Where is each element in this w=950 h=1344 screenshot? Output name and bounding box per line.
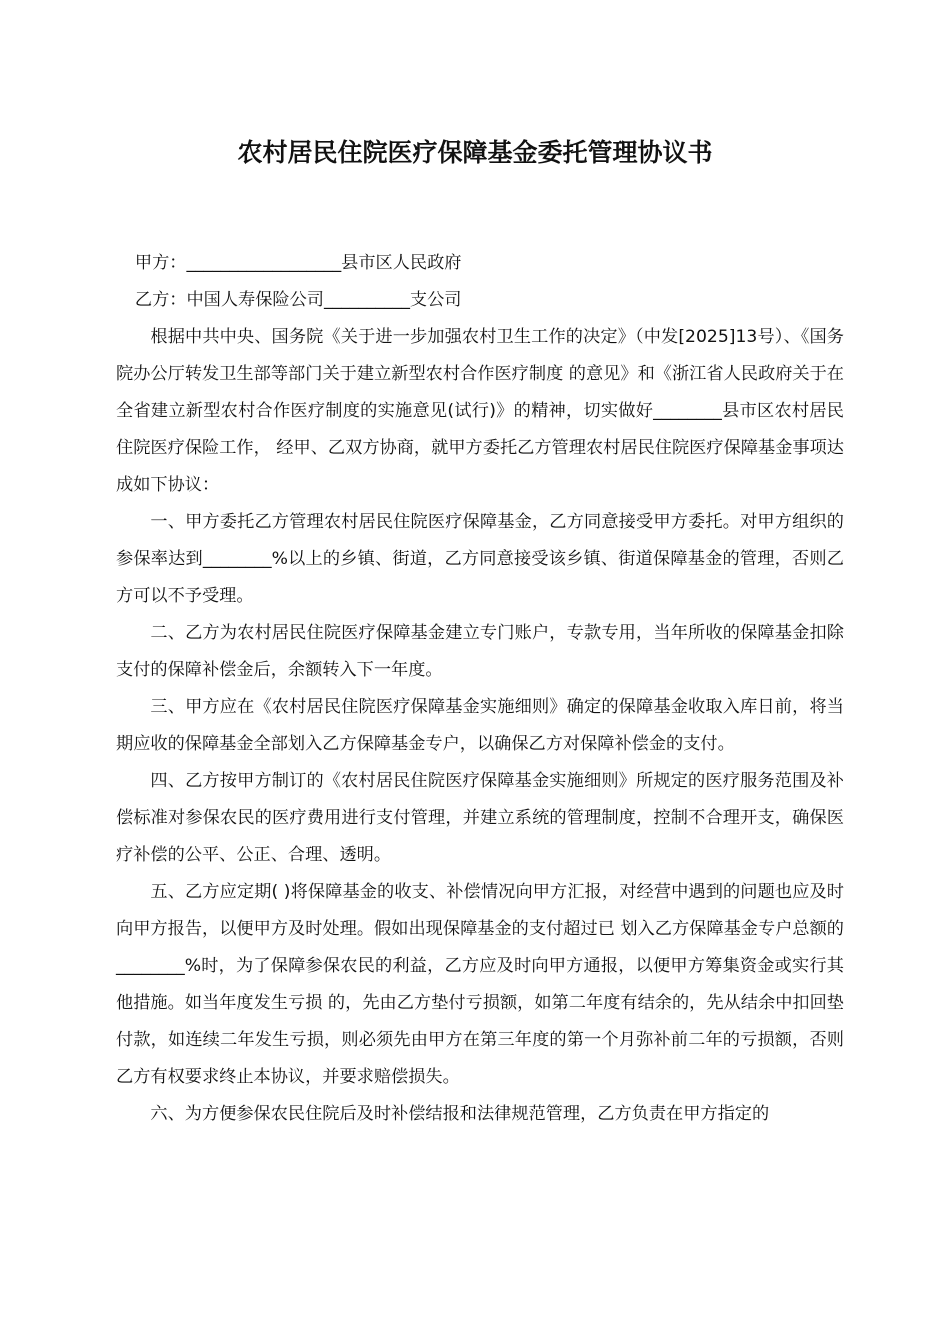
party-a-line: 甲方：__________________县市区人民政府 xyxy=(134,253,462,273)
clause-1-paragraph: 一、甲方委托乙方管理农村居民住院医疗保障基金，乙方同意接受甲方委托。对甲方组织的参保率达到________%以上的乡镇、街道，乙方同意接受该乡镇、街道保障基金的管理，否则乙方可以不予受理。 xyxy=(116,512,844,606)
clause-2-paragraph: 二、乙方为农村居民住院医疗保障基金建立专门账户，专款专用，当年所收的保障基金扣除支付的保障补偿金后，余额转入下一年度。 xyxy=(116,623,844,680)
preamble-paragraph: 根据中共中央、国务院《关于进一步加强农村卫生工作的决定》（中发[2025]13号）、《国务院办公厅转发卫生部等部门关于建立新型农村合作医疗制度 的意见》和《浙江省人民政府关于在全省建立新型农村合作医疗制度的实施意见(试行)》的精神，切实做好________县市区农村居民住院医疗保险工作， 经甲、乙双方协商，就甲方委托乙方管理农村居民住院医疗保障基金事项达成如下协议： xyxy=(116,327,844,495)
clause-5-paragraph: 五、乙方应定期( )将保障基金的收支、补偿情况向甲方汇报，对经营中遇到的问题也应及时向甲方报告，以便甲方及时处理。假如出现保障基金的支付超过已 划入乙方保障基金专户总额的________%时，为了保障参保农民的利益，乙方应及时向甲方通报，以便甲方筹集资金或实行其他措施。如当年度发生亏损 的，先由乙方垫付亏损额，如第二年度有结余的，先从结余中扣回垫付款，如连续二年发生亏损，则必须先由甲方在第三年度的第一个月弥补前二年的亏损额，否则 乙方有权要求终止本协议，并要求赔偿损失。 xyxy=(116,882,844,1087)
document-title: 农村居民住院医疗保障基金委托管理协议书 xyxy=(237,138,713,167)
clause-6-paragraph: 六、为方便参保农民住院后及时补偿结报和法律规范管理，乙方负责在甲方指定的 xyxy=(150,1104,770,1124)
party-b-line: 乙方：中国人寿保险公司__________支公司 xyxy=(134,290,462,310)
document-body xyxy=(116,245,844,1133)
clause-4-paragraph: 四、乙方按甲方制订的《农村居民住院医疗保障基金实施细则》所规定的医疗服务范围及补偿标准对参保农民的医疗费用进行支付管理，并建立系统的管理制度，控制不合理开支，确保医疗补偿的公平、公正、合理、透明。 xyxy=(116,771,844,865)
clause-3-paragraph: 三、甲方应在《农村居民住院医疗保障基金实施细则》确定的保障基金收取入库日前，将当期应收的保障基金全部划入乙方保障基金专户，以确保乙方对保障补偿金的支付。 xyxy=(116,697,844,754)
